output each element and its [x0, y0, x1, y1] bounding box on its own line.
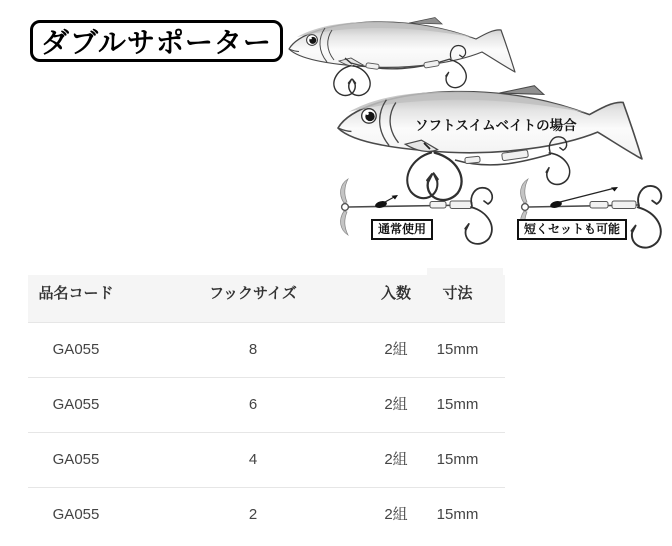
table-cell: 15mm — [436, 396, 479, 413]
fish-bottom — [338, 86, 642, 200]
table-cell: 15mm — [436, 506, 479, 523]
table-row — [28, 487, 505, 542]
table-cell: 6 — [248, 396, 258, 413]
normal-use-label — [371, 219, 433, 240]
short-set-label-text: 短くセットも可能 — [524, 222, 621, 236]
table-cell: 15mm — [436, 451, 479, 468]
table-row — [28, 432, 505, 487]
short-set-label — [517, 219, 627, 240]
table-cell: 8 — [248, 341, 258, 358]
table-cell: 2 — [248, 506, 258, 523]
table-cell: GA055 — [52, 451, 100, 468]
fish-top — [289, 18, 515, 96]
column-header: 寸法 — [442, 285, 473, 302]
table-cell: 2組 — [384, 451, 408, 468]
table-row — [28, 377, 505, 432]
table-cell: 2組 — [384, 396, 408, 413]
table-cell: 2組 — [384, 506, 408, 523]
table-cell: 15mm — [436, 341, 479, 358]
normal-use-label-text: 通常使用 — [378, 222, 427, 236]
table-cell: GA055 — [52, 506, 100, 523]
soft-swimbait-caption: ソフトスイムベイトの場合 — [415, 118, 577, 133]
table-row — [28, 322, 505, 377]
spec-table — [28, 275, 505, 542]
table-cell: 2組 — [384, 341, 408, 358]
column-header: 入数 — [381, 285, 412, 302]
table-cell: GA055 — [52, 396, 100, 413]
product-title: ダブルサポーター — [41, 27, 272, 58]
table-cell: GA055 — [52, 341, 100, 358]
column-header: フックサイズ — [209, 285, 297, 302]
column-header: 品名コード — [38, 285, 114, 302]
table-cell: 4 — [248, 451, 258, 468]
spec-table-body — [28, 322, 505, 542]
spec-table-header — [28, 275, 505, 322]
